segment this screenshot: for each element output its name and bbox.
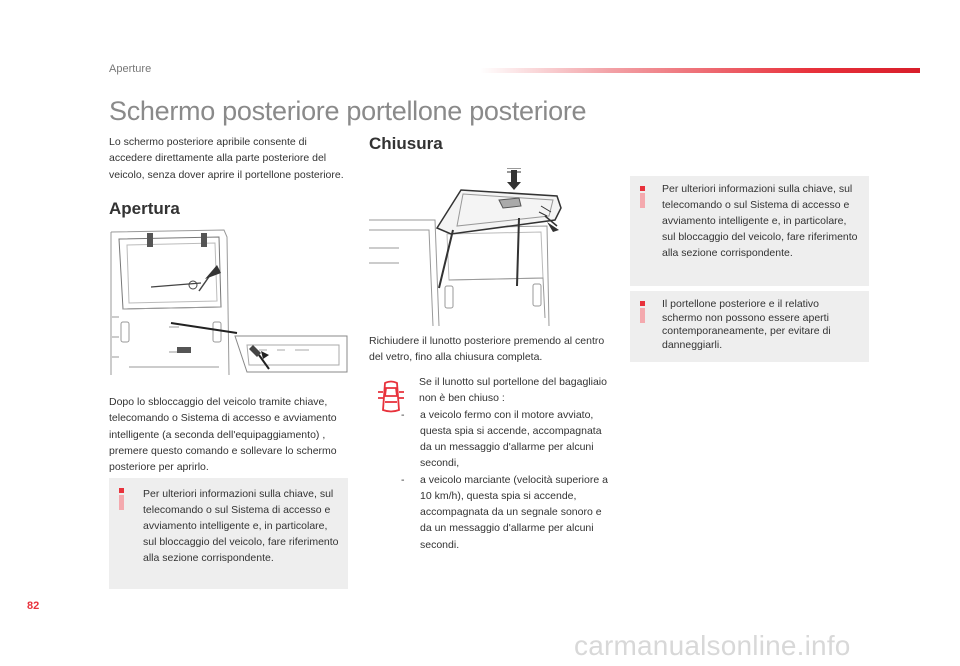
section-label: Aperture — [109, 63, 152, 75]
chiusura-heading: Chiusura — [369, 134, 443, 153]
page-number: 82 — [27, 600, 40, 612]
intro-text: Lo schermo posteriore apribile consente di accedere direttamente alla parte posteriore del veicolo, senza dover aprire il portellone posteriore. — [109, 136, 344, 181]
info-icon — [638, 186, 647, 208]
warning-list-item — [401, 472, 609, 553]
info-icon — [117, 488, 126, 510]
apertura-info-box — [109, 478, 348, 589]
warning-list-item — [401, 407, 609, 472]
header-accent-bar — [480, 68, 920, 73]
warning-intro: Se il lunotto sul portellone del bagagliaio non è ben chiuso : — [419, 376, 607, 405]
page-title: Schermo posteriore portellone posteriore — [109, 96, 587, 126]
apertura-info-text: Per ulteriori informazioni sulla chiave, sul telecomando o sul Sistema di accesso e avviamento intelligente e, in particolare, sul bloccaggio del veicolo, fare riferimento alla sezione corrispondente. — [143, 488, 339, 564]
apertura-text: Dopo lo sbloccaggio del veicolo tramite chiave, telecomando o Sistema di accesso e avviamento intelligente (a seconda dell'equipaggiamento) , premere questo comando e sollevare lo schermo posteriore per aprirlo. — [109, 396, 337, 474]
chiusura-text: Richiudere il lunotto posteriore premendo al centro del vetro, fino alla chiusura completa. — [369, 335, 605, 364]
watermark: carmanualsonline.info — [574, 630, 851, 661]
side-info-text-2: Il portellone posteriore e il relativo schermo non possono essere aperti contemporaneamente, per evitare di danneggiarli. — [662, 298, 831, 351]
list-dash: - — [401, 408, 405, 421]
side-info-box-2 — [630, 291, 869, 362]
apertura-heading: Apertura — [109, 199, 180, 218]
info-icon — [638, 301, 647, 323]
side-info-box-1 — [630, 176, 869, 286]
side-info-text-1: Per ulteriori informazioni sulla chiave, sul telecomando o sul Sistema di accesso e avviamento intelligente e, in particolare, sul bloccaggio del veicolo, fare riferimento alla sezione corrispondente. — [662, 183, 858, 259]
list-dash: - — [401, 473, 405, 486]
rear-window-closing-illustration — [369, 168, 609, 326]
warning-item-2: a veicolo marciante (velocità superiore a 10 km/h), questa spia si accende, accompagnata da un segnale sonoro e da un messaggio d'allarme per alcuni secondi. — [420, 473, 608, 551]
warning-item-1: a veicolo fermo con il motore avviato, questa spia si accende, accompagnata da un messaggio d'allarme per alcuni secondi, — [420, 408, 602, 470]
warning-block — [401, 374, 609, 553]
rear-window-opening-illustration — [109, 227, 349, 375]
